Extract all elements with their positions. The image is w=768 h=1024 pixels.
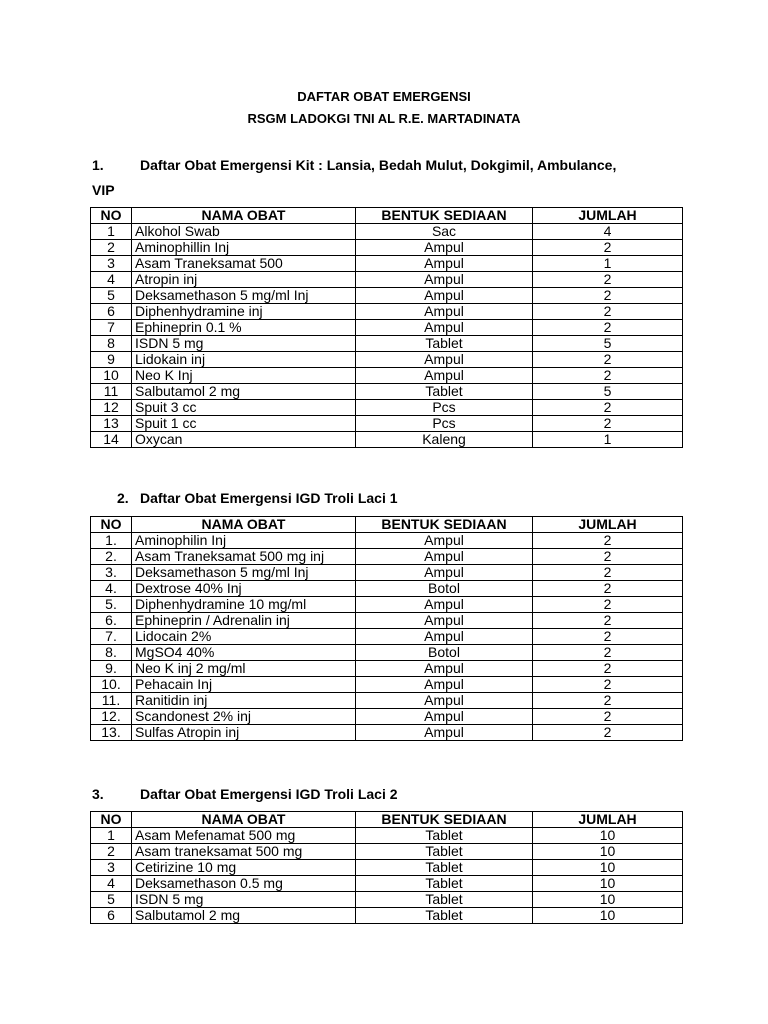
table-row	[91, 384, 683, 400]
column-header-bentuk-sediaan: BENTUK SEDIAAN	[356, 208, 533, 224]
cell-bentuk-sediaan: Tablet	[356, 876, 533, 892]
cell-jumlah: 2	[533, 368, 683, 384]
cell-jumlah: 10	[533, 844, 683, 860]
table-header-row	[91, 208, 683, 224]
table-row	[91, 336, 683, 352]
cell-bentuk-sediaan: Tablet	[356, 908, 533, 924]
column-header-bentuk-sediaan: BENTUK SEDIAAN	[356, 517, 533, 533]
cell-jumlah: 10	[533, 860, 683, 876]
cell-jumlah: 2	[533, 288, 683, 304]
table-row	[91, 828, 683, 844]
cell-nama-obat: Asam Mefenamat 500 mg	[132, 828, 356, 844]
column-header-nama-obat: NAMA OBAT	[132, 517, 356, 533]
cell-jumlah: 1	[533, 432, 683, 448]
cell-no: 11.	[91, 693, 132, 709]
cell-no: 4	[91, 876, 132, 892]
cell-no: 7	[91, 320, 132, 336]
section-1-title-continued: VIP	[92, 182, 115, 198]
table-row	[91, 677, 683, 693]
cell-nama-obat: Oxycan	[132, 432, 356, 448]
cell-nama-obat: Ephineprin 0.1 %	[132, 320, 356, 336]
cell-bentuk-sediaan: Tablet	[356, 384, 533, 400]
cell-jumlah: 2	[533, 629, 683, 645]
table-row	[91, 597, 683, 613]
cell-nama-obat: Alkohol Swab	[132, 224, 356, 240]
cell-nama-obat: Salbutamol 2 mg	[132, 384, 356, 400]
column-header-no: NO	[91, 812, 132, 828]
cell-nama-obat: Diphenhydramine inj	[132, 304, 356, 320]
cell-bentuk-sediaan: Ampul	[356, 368, 533, 384]
cell-nama-obat: Dextrose 40% Inj	[132, 581, 356, 597]
table-row	[91, 892, 683, 908]
cell-jumlah: 2	[533, 645, 683, 661]
table-header-row	[91, 517, 683, 533]
cell-no: 7.	[91, 629, 132, 645]
cell-bentuk-sediaan: Ampul	[356, 352, 533, 368]
cell-nama-obat: Scandonest 2% inj	[132, 709, 356, 725]
cell-no: 2	[91, 240, 132, 256]
section-3-table	[90, 811, 683, 924]
cell-jumlah: 1	[533, 256, 683, 272]
cell-nama-obat: Neo K Inj	[132, 368, 356, 384]
table-row	[91, 645, 683, 661]
cell-bentuk-sediaan: Ampul	[356, 549, 533, 565]
cell-nama-obat: Cetirizine 10 mg	[132, 860, 356, 876]
cell-no: 4	[91, 272, 132, 288]
column-header-bentuk-sediaan: BENTUK SEDIAAN	[356, 812, 533, 828]
cell-jumlah: 2	[533, 581, 683, 597]
column-header-jumlah: JUMLAH	[533, 208, 683, 224]
cell-bentuk-sediaan: Ampul	[356, 272, 533, 288]
cell-no: 8.	[91, 645, 132, 661]
column-header-jumlah: JUMLAH	[533, 517, 683, 533]
cell-no: 5	[91, 288, 132, 304]
cell-nama-obat: Salbutamol 2 mg	[132, 908, 356, 924]
section-2-title: Daftar Obat Emergensi IGD Troli Laci 1	[140, 490, 398, 506]
table-row	[91, 693, 683, 709]
cell-no: 6	[91, 908, 132, 924]
cell-no: 13.	[91, 725, 132, 741]
table-row	[91, 240, 683, 256]
cell-no: 2	[91, 844, 132, 860]
cell-no: 4.	[91, 581, 132, 597]
cell-no: 1	[91, 828, 132, 844]
cell-jumlah: 2	[533, 565, 683, 581]
table-header-row	[91, 812, 683, 828]
cell-jumlah: 2	[533, 272, 683, 288]
cell-jumlah: 4	[533, 224, 683, 240]
cell-no: 3.	[91, 565, 132, 581]
cell-no: 12.	[91, 709, 132, 725]
column-header-no: NO	[91, 208, 132, 224]
cell-jumlah: 2	[533, 661, 683, 677]
cell-nama-obat: Sulfas Atropin inj	[132, 725, 356, 741]
cell-nama-obat: MgSO4 40%	[132, 645, 356, 661]
cell-nama-obat: Spuit 3 cc	[132, 400, 356, 416]
table-row	[91, 908, 683, 924]
section-1-table	[90, 207, 683, 448]
cell-nama-obat: Asam traneksamat 500 mg	[132, 844, 356, 860]
cell-nama-obat: Diphenhydramine 10 mg/ml	[132, 597, 356, 613]
cell-no: 6	[91, 304, 132, 320]
table-row	[91, 725, 683, 741]
cell-bentuk-sediaan: Ampul	[356, 725, 533, 741]
cell-jumlah: 10	[533, 892, 683, 908]
cell-bentuk-sediaan: Ampul	[356, 693, 533, 709]
cell-no: 1	[91, 224, 132, 240]
cell-no: 1.	[91, 533, 132, 549]
cell-bentuk-sediaan: Tablet	[356, 892, 533, 908]
cell-no: 12	[91, 400, 132, 416]
cell-no: 2.	[91, 549, 132, 565]
cell-nama-obat: Aminophillin Inj	[132, 240, 356, 256]
cell-bentuk-sediaan: Ampul	[356, 565, 533, 581]
cell-bentuk-sediaan: Ampul	[356, 629, 533, 645]
cell-jumlah: 2	[533, 677, 683, 693]
cell-nama-obat: Deksamethason 5 mg/ml Inj	[132, 288, 356, 304]
table-row	[91, 629, 683, 645]
column-header-nama-obat: NAMA OBAT	[132, 208, 356, 224]
cell-nama-obat: Deksamethason 0.5 mg	[132, 876, 356, 892]
table-row	[91, 565, 683, 581]
table-row	[91, 709, 683, 725]
cell-nama-obat: Ranitidin inj	[132, 693, 356, 709]
cell-bentuk-sediaan: Ampul	[356, 661, 533, 677]
table-row	[91, 876, 683, 892]
table-row	[91, 432, 683, 448]
cell-nama-obat: Lidocain 2%	[132, 629, 356, 645]
table-row	[91, 320, 683, 336]
section-1-number: 1.	[92, 157, 104, 173]
cell-jumlah: 2	[533, 549, 683, 565]
cell-nama-obat: ISDN 5 mg	[132, 336, 356, 352]
cell-nama-obat: Ephineprin / Adrenalin inj	[132, 613, 356, 629]
table-row	[91, 368, 683, 384]
cell-no: 11	[91, 384, 132, 400]
cell-bentuk-sediaan: Ampul	[356, 597, 533, 613]
cell-nama-obat: Lidokain inj	[132, 352, 356, 368]
cell-no: 5	[91, 892, 132, 908]
cell-nama-obat: Aminophilin Inj	[132, 533, 356, 549]
table-row	[91, 549, 683, 565]
cell-jumlah: 2	[533, 709, 683, 725]
cell-jumlah: 10	[533, 908, 683, 924]
cell-nama-obat: Deksamethason 5 mg/ml Inj	[132, 565, 356, 581]
cell-jumlah: 2	[533, 725, 683, 741]
cell-jumlah: 2	[533, 320, 683, 336]
cell-no: 14	[91, 432, 132, 448]
cell-bentuk-sediaan: Tablet	[356, 844, 533, 860]
section-1-title: Daftar Obat Emergensi Kit : Lansia, Bedah Mulut, Dokgimil, Ambulance,	[140, 157, 617, 173]
table-row	[91, 860, 683, 876]
table-row	[91, 224, 683, 240]
table-row	[91, 272, 683, 288]
cell-bentuk-sediaan: Ampul	[356, 613, 533, 629]
cell-no: 9.	[91, 661, 132, 677]
cell-jumlah: 2	[533, 533, 683, 549]
cell-bentuk-sediaan: Ampul	[356, 304, 533, 320]
cell-nama-obat: Spuit 1 cc	[132, 416, 356, 432]
cell-bentuk-sediaan: Ampul	[356, 256, 533, 272]
cell-bentuk-sediaan: Botol	[356, 581, 533, 597]
cell-bentuk-sediaan: Botol	[356, 645, 533, 661]
cell-no: 13	[91, 416, 132, 432]
cell-no: 3	[91, 860, 132, 876]
cell-bentuk-sediaan: Kaleng	[356, 432, 533, 448]
cell-nama-obat: Asam Traneksamat 500	[132, 256, 356, 272]
table-row	[91, 400, 683, 416]
column-header-no: NO	[91, 517, 132, 533]
column-header-jumlah: JUMLAH	[533, 812, 683, 828]
cell-nama-obat: ISDN 5 mg	[132, 892, 356, 908]
cell-bentuk-sediaan: Ampul	[356, 240, 533, 256]
cell-jumlah: 2	[533, 597, 683, 613]
cell-jumlah: 2	[533, 304, 683, 320]
cell-jumlah: 2	[533, 693, 683, 709]
cell-jumlah: 10	[533, 876, 683, 892]
cell-bentuk-sediaan: Tablet	[356, 336, 533, 352]
cell-nama-obat: Atropin inj	[132, 272, 356, 288]
cell-jumlah: 10	[533, 828, 683, 844]
cell-bentuk-sediaan: Sac	[356, 224, 533, 240]
cell-jumlah: 2	[533, 240, 683, 256]
table-row	[91, 288, 683, 304]
table-row	[91, 581, 683, 597]
cell-jumlah: 2	[533, 613, 683, 629]
cell-no: 6.	[91, 613, 132, 629]
cell-bentuk-sediaan: Ampul	[356, 288, 533, 304]
cell-nama-obat: Neo K inj 2 mg/ml	[132, 661, 356, 677]
cell-jumlah: 2	[533, 352, 683, 368]
cell-no: 3	[91, 256, 132, 272]
cell-jumlah: 2	[533, 416, 683, 432]
cell-bentuk-sediaan: Pcs	[356, 400, 533, 416]
cell-no: 10.	[91, 677, 132, 693]
cell-nama-obat: Pehacain Inj	[132, 677, 356, 693]
table-row	[91, 844, 683, 860]
cell-no: 8	[91, 336, 132, 352]
cell-jumlah: 2	[533, 400, 683, 416]
table-row	[91, 416, 683, 432]
cell-bentuk-sediaan: Ampul	[356, 677, 533, 693]
cell-bentuk-sediaan: Tablet	[356, 828, 533, 844]
cell-no: 10	[91, 368, 132, 384]
cell-jumlah: 5	[533, 384, 683, 400]
cell-nama-obat: Asam Traneksamat 500 mg inj	[132, 549, 356, 565]
cell-bentuk-sediaan: Ampul	[356, 709, 533, 725]
section-3-title: Daftar Obat Emergensi IGD Troli Laci 2	[140, 786, 398, 802]
cell-bentuk-sediaan: Ampul	[356, 320, 533, 336]
cell-bentuk-sediaan: Pcs	[356, 416, 533, 432]
table-row	[91, 533, 683, 549]
table-row	[91, 613, 683, 629]
table-row	[91, 661, 683, 677]
cell-no: 5.	[91, 597, 132, 613]
section-2-table	[90, 516, 683, 741]
document-subtitle: RSGM LADOKGI TNI AL R.E. MARTADINATA	[247, 111, 521, 126]
table-row	[91, 304, 683, 320]
cell-bentuk-sediaan: Ampul	[356, 533, 533, 549]
cell-bentuk-sediaan: Tablet	[356, 860, 533, 876]
table-row	[91, 256, 683, 272]
cell-jumlah: 5	[533, 336, 683, 352]
section-3-number: 3.	[92, 786, 104, 802]
table-row	[91, 352, 683, 368]
section-2-number: 2.	[117, 490, 129, 506]
document-title: DAFTAR OBAT EMERGENSI	[297, 89, 471, 104]
cell-no: 9	[91, 352, 132, 368]
column-header-nama-obat: NAMA OBAT	[132, 812, 356, 828]
